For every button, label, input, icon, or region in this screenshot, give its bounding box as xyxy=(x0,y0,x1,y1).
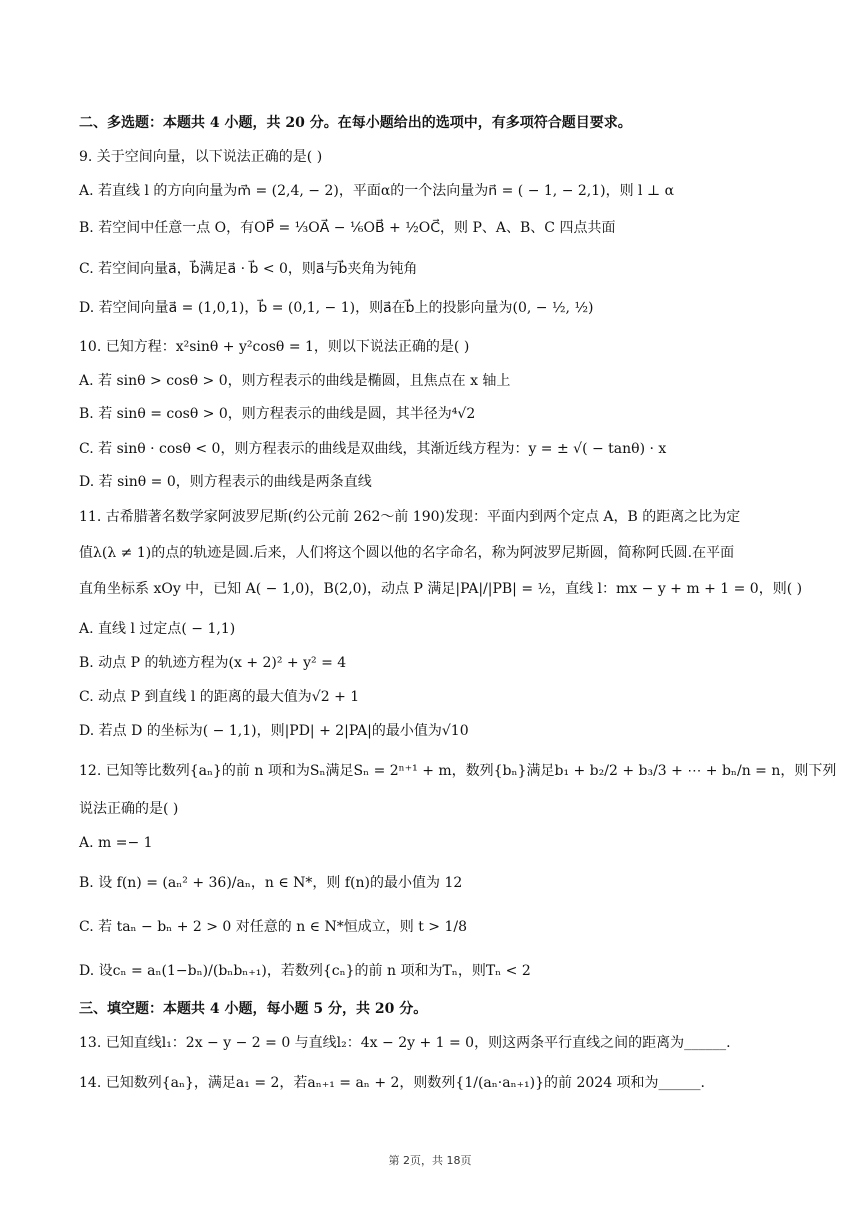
question-14: 14. 已知数列{aₙ}，满足a₁ = 2，若aₙ₊₁ = aₙ + 2，则数列{1/(aₙ·aₙ₊₁)}的前 2024 项和为______. xyxy=(79,1075,706,1091)
question-9-option-d: D. 若空间向量a⃗ = (1,0,1)，b⃗ = (0,1, − 1)，则a⃗在b⃗上的投影向量为(0, − ½, ½) xyxy=(79,300,594,316)
question-9-option-a: A. 若直线 l 的方向向量为m⃗ = (2,4, − 2)，平面α的一个法向量为n⃗ = ( − 1, − 2,1)，则 l ⊥ α xyxy=(79,183,675,199)
question-11-option-b: B. 动点 P 的轨迹方程为(x + 2)² + y² = 4 xyxy=(79,655,347,671)
question-12-stem-line-2: 说法正确的是( ) xyxy=(79,801,179,817)
question-12-option-c: C. 若 taₙ − bₙ + 2 > 0 对任意的 n ∈ N*恒成立，则 t > 1/8 xyxy=(79,919,467,935)
question-9-stem: 9. 关于空间向量，以下说法正确的是( ) xyxy=(79,149,323,165)
question-11-option-d: D. 若点 D 的坐标为( − 1,1)，则|PD| + 2|PA|的最小值为√10 xyxy=(79,723,469,739)
question-10-option-b: B. 若 sinθ = cosθ > 0，则方程表示的曲线是圆，其半径为⁴√2 xyxy=(79,406,476,422)
page-footer: 第 2页，共 18页 xyxy=(388,1154,472,1167)
question-13: 13. 已知直线l₁：2x − y − 2 = 0 与直线l₂：4x − 2y + 1 = 0，则这两条平行直线之间的距离为______. xyxy=(79,1035,731,1051)
question-11-stem-line-3: 直角坐标系 xOy 中，已知 A( − 1,0)，B(2,0)，动点 P 满足|PA|/|PB| = ½，直线 l：mx − y + m + 1 = 0，则( ) xyxy=(79,581,803,597)
question-10-stem: 10. 已知方程：x²sinθ + y²cosθ = 1，则以下说法正确的是( ) xyxy=(79,339,470,355)
question-12-stem-line-1: 12. 已知等比数列{aₙ}的前 n 项和为Sₙ满足Sₙ = 2ⁿ⁺¹ + m，数列{bₙ}满足b₁ + b₂/2 + b₃/3 + ⋯ + bₙ/n = n，则下列 xyxy=(79,763,837,779)
question-11-option-a: A. 直线 l 过定点( − 1,1) xyxy=(79,621,236,637)
question-10-option-c: C. 若 sinθ · cosθ < 0，则方程表示的曲线是双曲线，其渐近线方程为：y = ± √( − tanθ) · x xyxy=(79,441,667,457)
question-11-stem-line-1: 11. 古希腊著名数学家阿波罗尼斯(约公元前 262～前 190)发现：平面内到两个定点 A，B 的距离之比为定 xyxy=(79,509,741,525)
question-12-option-b: B. 设 f(n) = (aₙ² + 36)/aₙ，n ∈ N*，则 f(n)的最小值为 12 xyxy=(79,875,463,891)
question-10-option-a: A. 若 sinθ > cosθ > 0，则方程表示的曲线是椭圆，且焦点在 x 轴上 xyxy=(79,373,511,389)
question-11-stem-line-2: 值λ(λ ≠ 1)的点的轨迹是圆.后来，人们将这个圆以他的名字命名，称为阿波罗尼斯圆，简称阿氏圆.在平面 xyxy=(79,545,735,561)
question-12-option-d: D. 设cₙ = aₙ(1−bₙ)/(bₙbₙ₊₁)，若数列{cₙ}的前 n 项和为Tₙ，则Tₙ < 2 xyxy=(79,963,531,979)
question-9-option-c: C. 若空间向量a⃗，b⃗满足a⃗ · b⃗ < 0，则a⃗与b⃗夹角为钝角 xyxy=(79,261,418,277)
question-9-option-b: B. 若空间中任意一点 O，有OP⃗ = ⅓OA⃗ − ⅙OB⃗ + ½OC⃗，则 P、A、B、C 四点共面 xyxy=(79,220,616,236)
question-10-option-d: D. 若 sinθ = 0，则方程表示的曲线是两条直线 xyxy=(79,474,372,490)
section-header-fill-blank: 三、填空题：本题共 4 小题，每小题 5 分，共 20 分。 xyxy=(79,1001,428,1017)
question-11-option-c: C. 动点 P 到直线 l 的距离的最大值为√2 + 1 xyxy=(79,689,360,705)
question-12-option-a: A. m =− 1 xyxy=(79,835,153,851)
section-header-multiple-choice: 二、多选题：本题共 4 小题，共 20 分。在每小题给出的选项中，有多项符合题目要求。 xyxy=(79,115,632,131)
